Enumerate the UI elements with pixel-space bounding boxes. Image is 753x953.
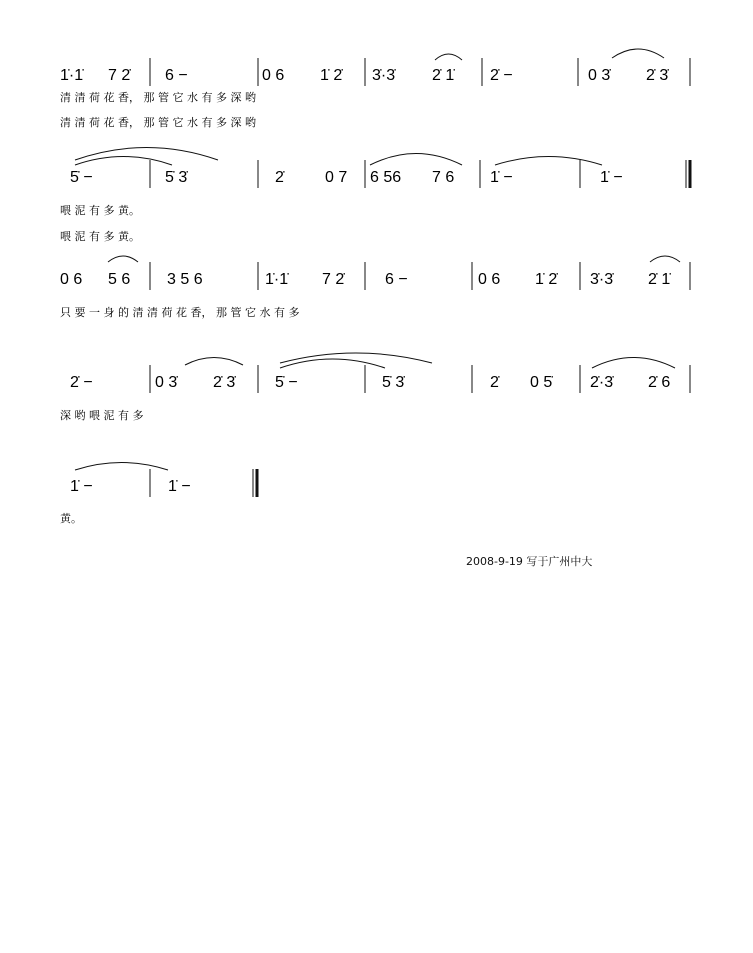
note-group: 2̇ 6	[648, 374, 671, 391]
note-group: 5̇ 3̇	[165, 169, 188, 186]
note-group: 7 6	[432, 169, 455, 186]
note-group: 2̇ 1̇	[432, 67, 455, 84]
note-group: 1̇ −	[490, 169, 513, 186]
note-group: 2̇ −	[490, 67, 513, 84]
slur-arc	[280, 359, 385, 368]
lyric-line: 清 清 荷 花 香， 那 管 它 水 有 多 深 哟	[60, 116, 256, 129]
note-group: 1̇ −	[168, 478, 191, 495]
slur-arc	[435, 54, 462, 60]
note-group: 5 6	[108, 271, 131, 288]
note-group: 2̇	[490, 374, 499, 391]
note-group: 0 7	[325, 169, 348, 186]
lyric-line: 喂 泥 有 多 黄。	[60, 230, 140, 243]
slur-arc	[495, 157, 602, 166]
note-group: 2̇ 3̇	[646, 67, 669, 84]
note-group: 3̇·3̇	[590, 271, 614, 288]
note-group: 5̇ −	[70, 169, 93, 186]
note-group: 1̇ 2̇	[535, 271, 558, 288]
slur-arc	[592, 358, 675, 369]
note-group: 5̇ −	[275, 374, 298, 391]
note-group: 1̇ −	[600, 169, 623, 186]
lyric-line: 只 要 一 身 的 清 清 荷 花 香， 那 管 它 水 有 多	[60, 306, 300, 319]
note-group: 1̇ −	[70, 478, 93, 495]
note-group: 3̇·3̇	[372, 67, 396, 84]
slur-arc	[75, 157, 172, 166]
note-group: 0 6	[478, 271, 501, 288]
note-group: 6 56	[370, 169, 402, 186]
slur-arc	[185, 358, 243, 366]
note-group: 1̇·1̇	[60, 67, 84, 84]
note-group: 1̇·1̇	[265, 271, 289, 288]
note-group: 3 5 6	[167, 271, 203, 288]
note-group: 0 3̇	[155, 374, 178, 391]
note-group: 0 5̇	[530, 374, 553, 391]
slur-arc	[75, 463, 168, 471]
slur-arc	[612, 49, 664, 58]
note-group: 7 2̇	[108, 67, 131, 84]
lyric-line: 黄。	[60, 512, 82, 525]
note-group: 5̇ 3̇	[382, 374, 405, 391]
note-group: 2̇ −	[70, 374, 93, 391]
lyric-line: 清 清 荷 花 香， 那 管 它 水 有 多 深 哟	[60, 91, 256, 104]
note-group: 0 6	[262, 67, 285, 84]
composition-date-note: 2008-9-19 写于广州中大	[466, 555, 593, 568]
note-group: 2̇	[275, 169, 284, 186]
note-group: 6 −	[165, 67, 188, 84]
slur-arc	[108, 256, 138, 262]
lyric-line: 深 哟 喂 泥 有 多	[60, 409, 144, 422]
lyric-line: 喂 泥 有 多 黄。	[60, 204, 140, 217]
note-group: 1̇ 2̇	[320, 67, 343, 84]
note-group: 0 6	[60, 271, 83, 288]
note-group: 2̇ 3̇	[213, 374, 236, 391]
note-group: 2̇·3̇	[590, 374, 614, 391]
note-group: 0 3̇	[588, 67, 611, 84]
note-group: 7 2̇	[322, 271, 345, 288]
note-group: 2̇ 1̇	[648, 271, 671, 288]
note-group: 6 −	[385, 271, 408, 288]
slur-arc	[370, 154, 462, 166]
slur-arc	[650, 256, 680, 262]
